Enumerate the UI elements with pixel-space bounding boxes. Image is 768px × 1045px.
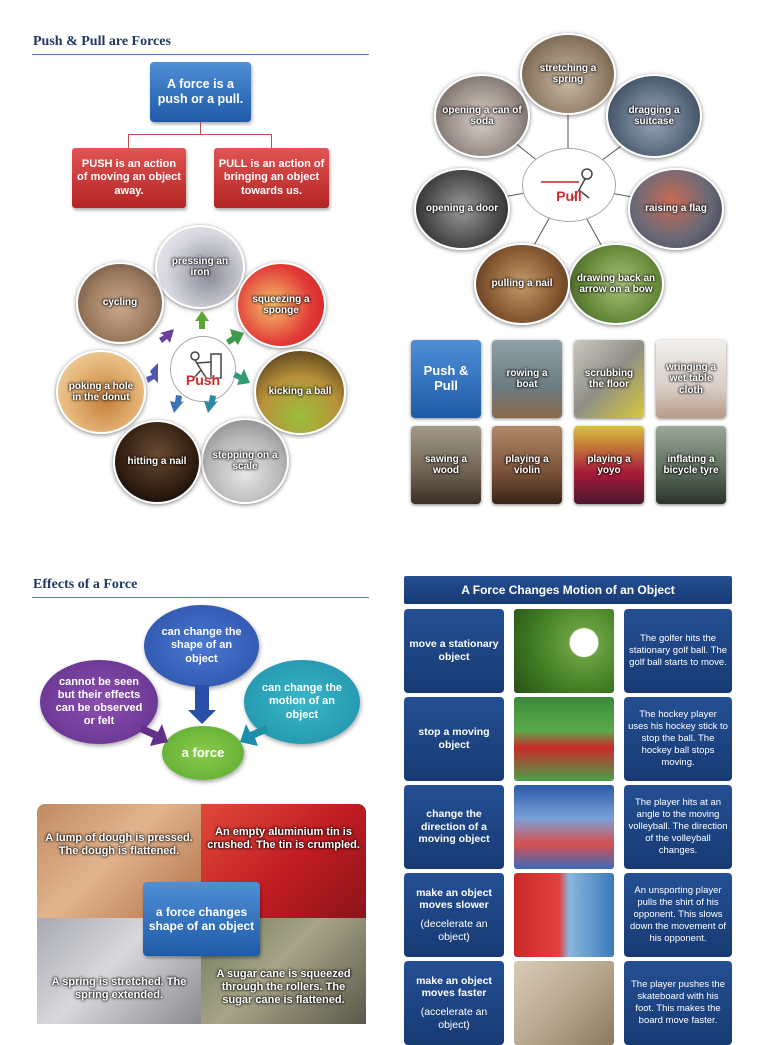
push-example-cycling: cycling xyxy=(76,262,164,344)
right-arrow xyxy=(140,724,168,746)
force-definition-box: A force is a push or a pull. xyxy=(150,62,251,122)
connector-line xyxy=(128,134,272,135)
pull-example-raising-flag: raising a flag xyxy=(628,168,724,250)
grid-rowing-boat: rowing a boat xyxy=(492,340,562,418)
heading-rule xyxy=(32,597,369,598)
effect-change-shape: can change the shape of an object xyxy=(144,605,259,687)
golf-ball-image xyxy=(514,609,614,693)
cycle-arrow xyxy=(159,329,174,343)
push-example-poking-donut: poking a hole in the donut xyxy=(56,350,146,434)
grid-sawing-wood: sawing a wood xyxy=(411,426,481,504)
grid-playing-violin: playing a violin xyxy=(492,426,562,504)
spring-caption: A spring is stretched. The spring extended. xyxy=(51,976,187,1002)
motion-action-faster xyxy=(404,961,504,1045)
push-pull-title-tile: Push & Pull xyxy=(411,340,481,418)
push-cycle-arrows xyxy=(140,305,266,423)
motion-desc-golf: The golfer hits the stationary golf ball. The golf ball starts to move. xyxy=(624,609,732,693)
pull-center xyxy=(522,148,616,222)
cycle-arrow xyxy=(146,363,158,383)
heading-rule xyxy=(32,54,369,55)
push-example-squeezing-sponge: squeezing a sponge xyxy=(236,262,326,348)
push-example-kicking-ball: kicking a ball xyxy=(254,349,346,435)
effect-change-motion: can change the motion of an object xyxy=(244,660,360,744)
pull-example-opening-soda: opening a can of soda xyxy=(434,74,530,158)
motion-desc-hockey: The hockey player uses his hockey stick to stop the ball. The hockey ball stops moving. xyxy=(624,697,732,781)
connector-line xyxy=(271,134,272,148)
push-example-hitting-nail: hitting a nail xyxy=(113,420,201,504)
section-heading-push-pull: Push & Pull are Forces xyxy=(33,34,171,49)
pull-example-pulling-nail: pulling a nail xyxy=(474,243,570,325)
action-label: move a stationary object xyxy=(409,638,499,663)
pull-definition-box: PULL is an action of bringing an object towards us. xyxy=(214,148,329,208)
motion-desc-volleyball: The player hits at an angle to the moving volleyball. The direction of the volleyball changes. xyxy=(624,785,732,869)
motion-desc-football: An unsporting player pulls the shirt of his opponent. This slows down the movement of his opponent. xyxy=(624,873,732,957)
action-sublabel: (decelerate an object) xyxy=(420,918,488,943)
motion-action-direction xyxy=(404,785,504,869)
pull-example-stretching-spring: stretching a spring xyxy=(520,33,616,115)
cycle-arrow xyxy=(204,395,218,413)
left-arrow xyxy=(240,724,268,746)
pull-label: Pull xyxy=(556,188,582,204)
motion-action-slower xyxy=(404,873,504,957)
force-center-oval: a force xyxy=(162,726,244,780)
grid-wringing-cloth: wringing a wet table cloth xyxy=(656,340,726,418)
action-label: stop a moving object xyxy=(418,726,490,751)
grid-scrubbing-floor: scrubbing the floor xyxy=(574,340,644,418)
tin-caption: An empty aluminium tin is crushed. The tin is crumpled. xyxy=(207,826,360,852)
push-definition-box: PUSH is an action of moving an object away. xyxy=(72,148,186,208)
effect-cannot-be-seen: cannot be seen but their effects can be observed or felt xyxy=(40,660,158,744)
pull-example-opening-door: opening a door xyxy=(414,168,510,250)
cycle-arrow xyxy=(195,311,209,329)
shape-center-box: a force changes shape of an object xyxy=(143,882,260,956)
push-example-pressing-iron: pressing an iron xyxy=(155,225,245,309)
effects-arrows xyxy=(140,680,270,750)
action-sublabel: (accelerate an object) xyxy=(420,1006,488,1031)
motion-desc-skateboard: The player pushes the skateboard with his foot. This makes the board move faster. xyxy=(624,961,732,1045)
sugar-cane-caption: A sugar cane is squeezed through the rollers. The sugar cane is flattened. xyxy=(216,968,351,1007)
grid-inflating-tyre: inflating a bicycle tyre xyxy=(656,426,726,504)
motion-action-stop xyxy=(404,697,504,781)
pull-example-drawing-bow: drawing back an arrow on a bow xyxy=(568,243,664,325)
pull-example-dragging-suitcase: dragging a suitcase xyxy=(606,74,702,158)
grid-playing-yoyo: playing a yoyo xyxy=(574,426,644,504)
down-arrow xyxy=(188,685,216,724)
motion-action-move xyxy=(404,609,504,693)
push-label: Push xyxy=(185,372,221,388)
skateboard-image xyxy=(514,961,614,1045)
action-label: change the direction of a moving object xyxy=(418,808,490,846)
cycle-arrow xyxy=(170,395,184,413)
section-heading-effects: Effects of a Force xyxy=(33,577,138,592)
dough-caption: A lump of dough is pressed. The dough is flattened. xyxy=(45,832,193,858)
volleyball-image xyxy=(514,785,614,869)
push-example-stepping-scale: stepping on a scale xyxy=(201,418,289,504)
motion-title-bar: A Force Changes Motion of an Object xyxy=(404,576,732,604)
football-players-image xyxy=(514,873,614,957)
connector-line xyxy=(200,122,201,134)
hockey-player-image xyxy=(514,697,614,781)
action-label: make an object moves faster xyxy=(416,974,492,1000)
cycle-arrow xyxy=(233,369,250,385)
action-label: make an object moves slower xyxy=(416,886,492,912)
cycle-arrow xyxy=(226,329,244,345)
connector-line xyxy=(128,134,129,148)
